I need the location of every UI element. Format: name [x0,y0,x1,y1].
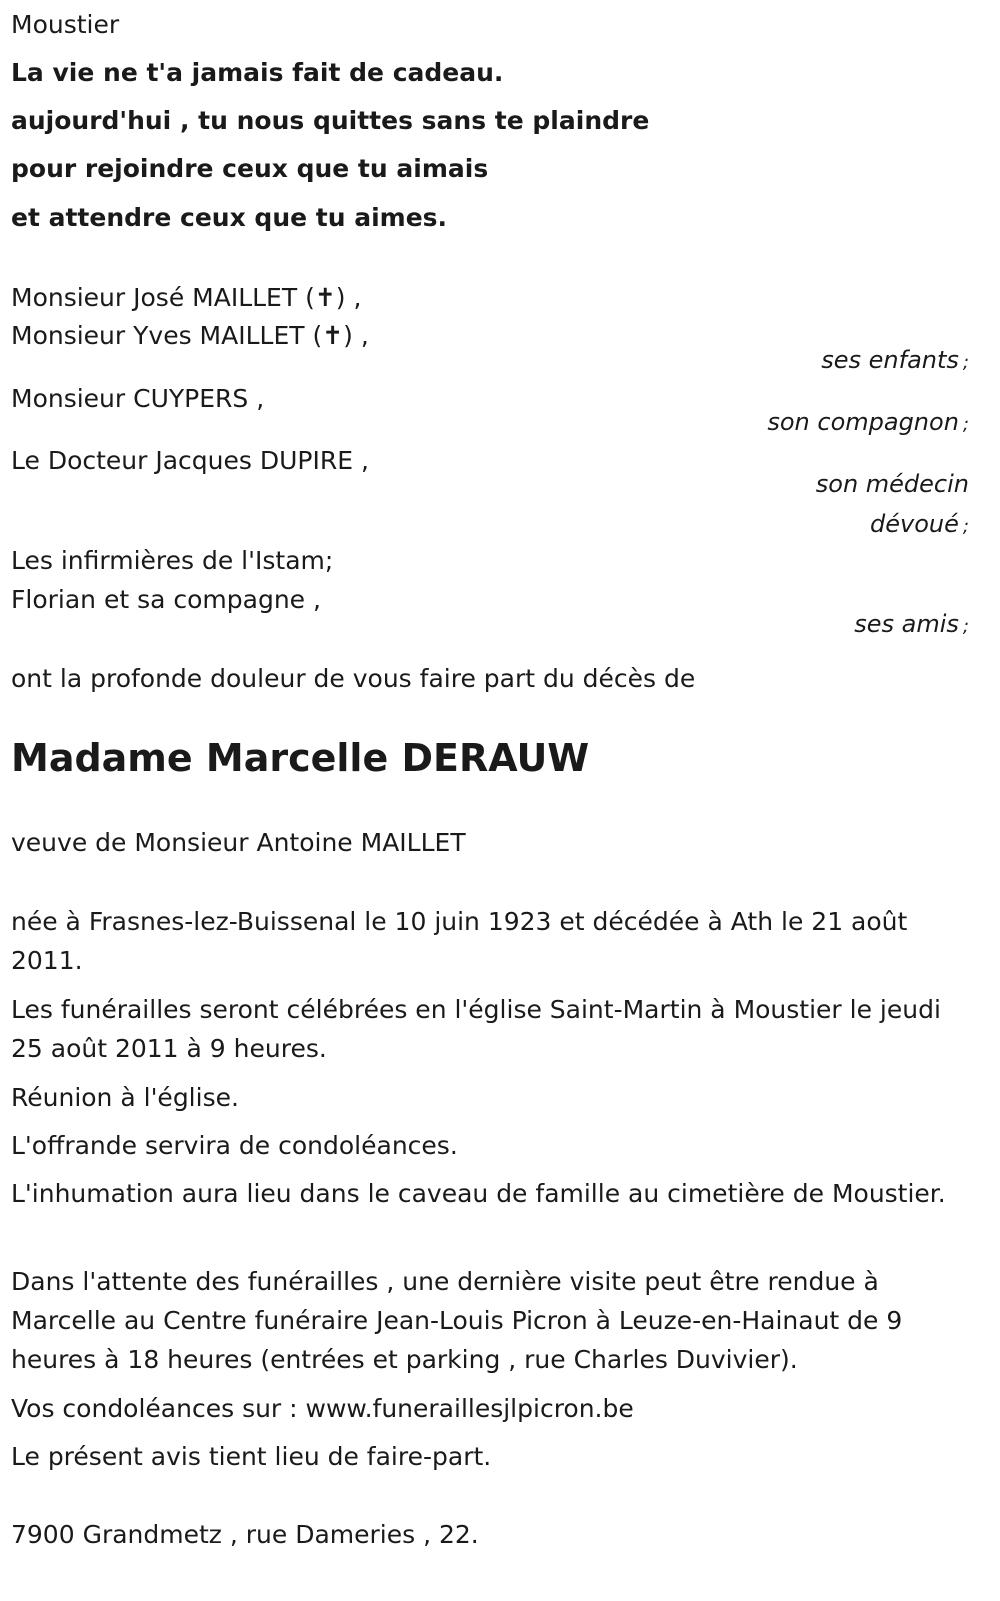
announcement-text: ont la profonde douleur de vous faire part du décès de [11,664,696,693]
child-name-1: Monsieur José MAILLET (✝) , [11,283,362,312]
children-role-text: ses enfants [821,346,959,374]
doctor-role-line-1: son médecin [815,470,969,498]
meeting-paragraph: Réunion à l'église. [11,1083,239,1112]
funeral-paragraph: Les funérailles seront célébrées en l'église Saint-Martin à Moustier le jeudi 25 août 2011 à 9 heures. [11,995,941,1063]
doctor-name: Le Docteur Jacques DUPIRE , [11,446,369,475]
friends-role [854,608,969,643]
burial-paragraph: L'inhumation aura lieu dans le caveau de famille au cimetière de Moustier. [11,1179,946,1208]
role-separator: ; [962,616,969,637]
notice-statement: Le présent avis tient lieu de faire-part. [11,1442,492,1471]
widow-of-text: veuve de Monsieur Antoine MAILLET [11,828,466,857]
role-separator: ; [962,414,969,435]
doctor-role-line-2 [870,508,969,543]
condolences-paragraph: Vos condoléances sur : www.funeraillesjlpicron.be [11,1394,634,1423]
child-name-2: Monsieur Yves MAILLET (✝) , [11,321,369,350]
deceased-name: Madame Marcelle DERAUW [11,736,590,780]
town-name: Moustier [11,10,120,39]
poem-line-4: et attendre ceux que tu aimes. [11,203,448,232]
friends-role-text: ses amis [854,610,959,638]
poem-line-2: aujourd'hui , tu nous quittes sans te plaindre [11,106,650,135]
poem-line-1: La vie ne t'a jamais fait de cadeau. [11,58,504,87]
birth-death-paragraph: née à Frasnes-lez-Buissenal le 10 juin 1923 et décédée à Ath le 21 août 2011. [11,907,908,975]
visit-paragraph: Dans l'attente des funérailles , une dernière visite peut être rendue à Marcelle au Centre funéraire Jean-Louis Picron à Leuze-en-Hainaut de 9 heures à 18 heures (entrées et parking , rue Charles Duvivier). [11,1267,903,1374]
friends-line-2: Florian et sa compagne , [11,585,321,614]
companion-role-text: son compagnon [767,408,959,436]
offering-paragraph: L'offrande servira de condoléances. [11,1131,458,1160]
doctor-role-line-2-text: dévoué [870,510,959,538]
children-role [821,344,969,379]
companion-name: Monsieur CUYPERS , [11,384,265,413]
address-text: 7900 Grandmetz , rue Dameries , 22. [11,1520,479,1549]
poem-line-3: pour rejoindre ceux que tu aimais [11,154,489,183]
role-separator: ; [962,352,969,373]
companion-role [767,406,969,441]
role-separator: ; [962,516,969,537]
friends-line-1: Les infirmières de l'Istam; [11,546,334,575]
